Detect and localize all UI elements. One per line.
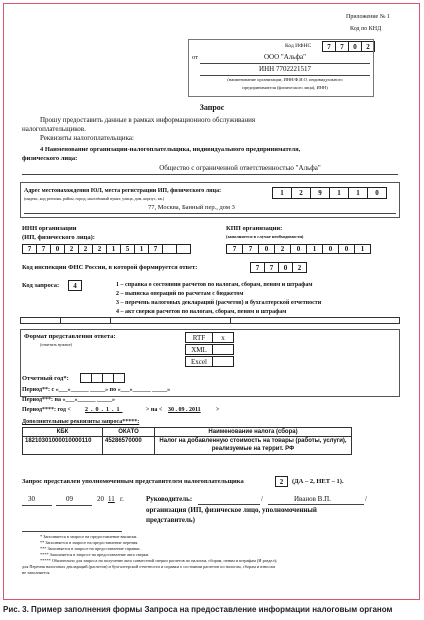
inn-label-1: ИНН организации: [22, 225, 77, 232]
inn-label-2: (ИП, физического лица):: [22, 234, 95, 241]
sign-year: 11: [108, 495, 115, 503]
footnote-5: ***** Обязательно для запроса на получение акта совместной сверки расчетов по налогам, сборам, пеням и штрафам (И раздел);: [40, 558, 278, 563]
period-3-mid: > на <: [146, 407, 163, 413]
request-option-3: 3 – перечень налоговых деклараций (расчетов) и бухгалтерской отчетности: [116, 300, 322, 306]
ifns-label: Код ИФНС: [285, 43, 312, 49]
digit-box: 2: [92, 244, 107, 254]
digit-box: 1: [106, 244, 121, 254]
digit-box: 1: [306, 244, 323, 254]
extra-table: [22, 427, 352, 455]
request-option-1: 1 – справка о состоянии расчетов по налогам, сборам, пеням и штрафам: [116, 282, 313, 288]
table-cell: 18210301000010000110: [23, 437, 103, 455]
kpp-label-1: КПП организации:: [226, 225, 283, 232]
sign-year-suffix: г.: [120, 495, 124, 503]
digit-box: 2: [291, 187, 311, 199]
digit-box: 5: [120, 244, 135, 254]
sign-day: 30: [28, 495, 35, 503]
table-header-cell: КБК: [23, 428, 103, 437]
sign-caption-1: организация (ИП, физическое лицо, уполномоченный: [146, 506, 317, 514]
digit-box: 7: [242, 244, 259, 254]
address-hint: (индекс, код региона, район, город, населённый пункт, улица, дом, корпус, кв.): [24, 196, 165, 201]
digit-box: 0: [338, 244, 355, 254]
request-code-box: 4: [68, 280, 82, 291]
digit-box: 0: [258, 244, 275, 254]
head-name: Иванов В.П.: [294, 495, 331, 503]
rep-box[interactable]: 2: [275, 476, 288, 487]
format-rtf-checkbox[interactable]: x: [212, 332, 234, 343]
table-cell: Налог на добавленную стоимость на товары (работы, услуги), реализуемые на террит. РФ: [155, 437, 352, 455]
intro-line-2: налогоплательщиков.: [22, 125, 86, 133]
rep-label: Запрос представлен уполномоченным представителем налогоплательщика: [22, 478, 244, 485]
from-label: от: [192, 54, 199, 61]
name-label-2: физического лица:: [22, 155, 78, 162]
digit-box: 0: [367, 187, 387, 199]
digit-box: 7: [22, 244, 37, 254]
index-digits: [272, 187, 387, 199]
name-value: Общество с ограниченной ответственностью "Альфа": [159, 164, 321, 172]
table-header-cell: ОКАТО: [103, 428, 155, 437]
digit-box: 7: [264, 262, 279, 273]
footnote-4: **** Заполняется в запросе на предоставление акта сверки.: [40, 552, 150, 557]
year-label: Отчетный год*:: [22, 375, 69, 382]
digit-box: 0: [322, 244, 339, 254]
digit-box: 7: [36, 244, 51, 254]
footnote-7: не заполняется.: [22, 570, 51, 575]
footnote-1: * Заполняется в запросе на предоставление выписки.: [40, 534, 138, 539]
digit-box: 2: [274, 244, 291, 254]
address-value: 77, Москва, Банный пер., дом 3: [148, 204, 235, 211]
digit-box: [176, 244, 191, 254]
ifns-answer-label: Код инспекции ФНС России, в которой формируется ответ:: [22, 264, 198, 271]
head-label: Руководитель:: [146, 495, 193, 503]
table-cell: 45286570000: [103, 437, 155, 455]
name-label-1: 4 Наименование организации-налогоплательщика, индивидуального предпринимателя,: [40, 146, 301, 153]
year-digits: [80, 373, 125, 383]
format-label: Формат представления ответа:: [24, 333, 116, 340]
digit-box: 7: [250, 262, 265, 273]
digit-box: 7: [335, 41, 349, 52]
format-excel-label: Excel: [185, 356, 213, 367]
digit-box: 1: [134, 244, 149, 254]
sign-month: 09: [66, 495, 73, 503]
separator-strip: [20, 317, 400, 324]
knd-code-label: Код по КНД: [350, 26, 382, 32]
request-option-4: 4 – акт сверки расчетов по налогам, сборам, пеням и штрафам: [116, 309, 287, 315]
footnote-2: ** Заполняется в запросе на предоставление перечня.: [40, 540, 139, 545]
rep-hint: (ДА – 2, НЕТ – 1).: [292, 478, 344, 485]
digit-box: 2: [361, 41, 375, 52]
digit-box: 1: [354, 244, 371, 254]
figure-caption: Рис. 3. Пример заполнения формы Запроса на предоставление информации налоговым органом: [3, 605, 393, 614]
intro-line-1: Прошу предоставить данные в рамках информационного обслуживания: [40, 116, 256, 124]
from-caption-2: предпринимателя (физического лица), ИНН): [242, 85, 328, 90]
address-label: Адрес местонахождения ЮЛ, места регистрации ИП, физического лица:: [24, 188, 222, 194]
ifns-answer-digits: [250, 262, 307, 273]
sign-caption-2: представитель): [146, 516, 195, 524]
appendix-label: Приложение № 1: [346, 14, 390, 20]
period-2: Период***: на «___»______ _____»: [22, 397, 115, 403]
digit-box: 0: [278, 262, 293, 273]
extra-label: Дополнительные реквизиты запроса*****:: [22, 419, 140, 425]
digit-box: 7: [226, 244, 243, 254]
digit-box: 0: [348, 41, 362, 52]
footnote-3: *** Заполняется в запросе на предоставление справки.: [40, 546, 141, 551]
table-row: [23, 437, 352, 455]
format-rtf-label: RTF: [185, 332, 213, 343]
period-1: Период**: с «___»______ _____» по «___»______ _____»: [22, 387, 171, 393]
footnote-6: для Перечня налоговых деклараций (расчетов) и бухгалтерской отчетности и справки о состоянии расчетов по налогам, сборам и взносам: [22, 564, 276, 569]
format-xml-label: XML: [185, 344, 213, 355]
digit-box: 7: [322, 41, 336, 52]
period-3-date: 30 . 09 . 2011: [168, 407, 201, 413]
digit-box: 2: [292, 262, 307, 273]
period-3-year: 2.0.1.1: [85, 407, 123, 413]
digit-box: 1: [272, 187, 292, 199]
sign-year-prefix: 20: [97, 495, 104, 503]
page-title: Запрос: [199, 103, 225, 112]
intro-line-3: Реквизиты налогоплательщика:: [40, 134, 134, 142]
digit-box: 7: [148, 244, 163, 254]
digit-box[interactable]: [113, 373, 125, 383]
from-caption-1: (наименование организации, ИНН/Ф.И.О. индивидуального: [227, 77, 343, 82]
from-inn: ИНН 7702221517: [259, 65, 311, 73]
inn-digits: [22, 244, 191, 254]
from-org: ООО "Альфа": [263, 53, 306, 61]
period-3-suffix: >: [216, 407, 220, 413]
format-excel-checkbox[interactable]: [212, 356, 234, 367]
digit-box: 1: [348, 187, 368, 199]
table-header-cell: Наименование налога (сбора): [155, 428, 352, 437]
format-xml-checkbox[interactable]: [212, 344, 234, 355]
digit-box: [162, 244, 177, 254]
period-3-prefix: Период****: год <: [22, 407, 71, 413]
format-hint: (отметить нужное): [40, 342, 72, 347]
digit-box: 1: [329, 187, 349, 199]
digit-box: 9: [310, 187, 330, 199]
digit-box: 0: [290, 244, 307, 254]
digit-box: 0: [50, 244, 65, 254]
digit-box: 2: [64, 244, 79, 254]
request-code-label: Код запроса:: [22, 282, 60, 289]
kpp-label-2: (заполняется в случае необходимости): [226, 234, 304, 239]
digit-box: 2: [78, 244, 93, 254]
kpp-digits: [226, 244, 371, 254]
table-header-row: [23, 428, 352, 437]
request-option-2: 2 – выписка операций по расчетам с бюджетом: [116, 291, 244, 297]
